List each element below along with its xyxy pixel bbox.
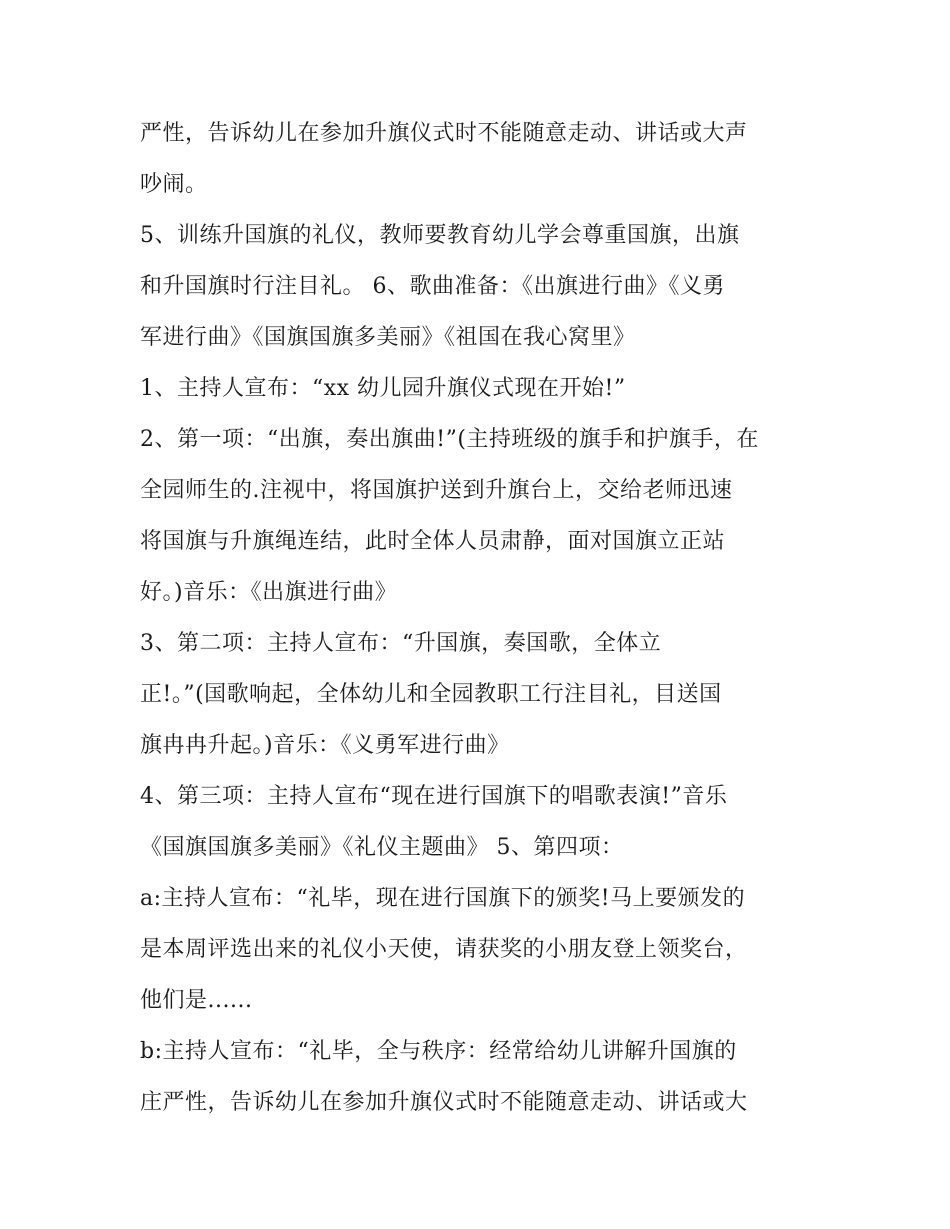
text-line: 吵闹。 <box>140 172 208 197</box>
text-line: 1、主持人宣布：“xx 幼儿园升旗仪式现在开始!” <box>140 376 626 401</box>
text-line: 4、第三项：主持人宣布“现在进行国旗下的唱歌表演!”音乐 <box>140 784 728 809</box>
text-line: 是本周评选出来的礼仪小天使，请获奖的小朋友登上领奖台， <box>140 937 748 962</box>
text-line: a:主持人宣布：“礼毕，现在进行国旗下的颁奖!马上要颁发的 <box>140 886 746 911</box>
text-line: 5、训练升国旗的礼仪，教师要教育幼儿学会尊重国旗，出旗 <box>140 223 740 248</box>
text-line: 3、第二项：主持人宣布：“升国旗，奏国歌，全体立 <box>140 631 662 656</box>
text-line: 将国旗与升旗绳连结，此时全体人员肃静，面对国旗立正站 <box>140 529 726 554</box>
text-line: 旗冉冉升起。)音乐：《义勇军进行曲》 <box>140 733 510 758</box>
text-line: b:主持人宣布：“礼毕，全与秩序：经常给幼儿讲解升国旗的 <box>140 1039 737 1064</box>
text-line: 《国旗国旗多美丽》《礼仪主题曲》 5、第四项： <box>140 835 624 860</box>
document-body <box>140 108 830 1128</box>
text-line: 庄严性，告诉幼儿在参加升旗仪式时不能随意走动、讲话或大 <box>140 1090 748 1115</box>
text-line: 他们是...... <box>140 988 253 1013</box>
text-line: 正!。”(国歌响起，全体幼儿和全园教职工行注目礼，目送国 <box>140 682 722 707</box>
text-line: 好。)音乐：《出旗进行曲》 <box>140 580 398 605</box>
text-line: 严性，告诉幼儿在参加升旗仪式时不能随意走动、讲话或大声 <box>140 121 748 146</box>
text-line: 全园师生的.注视中，将国旗护送到升旗台上，交给老师迅速 <box>140 478 733 503</box>
text-line: 和升国旗时行注目礼。 6、歌曲准备：《出旗进行曲》《义勇 <box>140 274 725 299</box>
text-line: 2、第一项：“出旗，奏出旗曲!”(主持班级的旗手和护旗手，在 <box>140 427 759 452</box>
text-line: 军进行曲》《国旗国旗多美丽》《祖国在我心窝里》 <box>140 325 636 350</box>
